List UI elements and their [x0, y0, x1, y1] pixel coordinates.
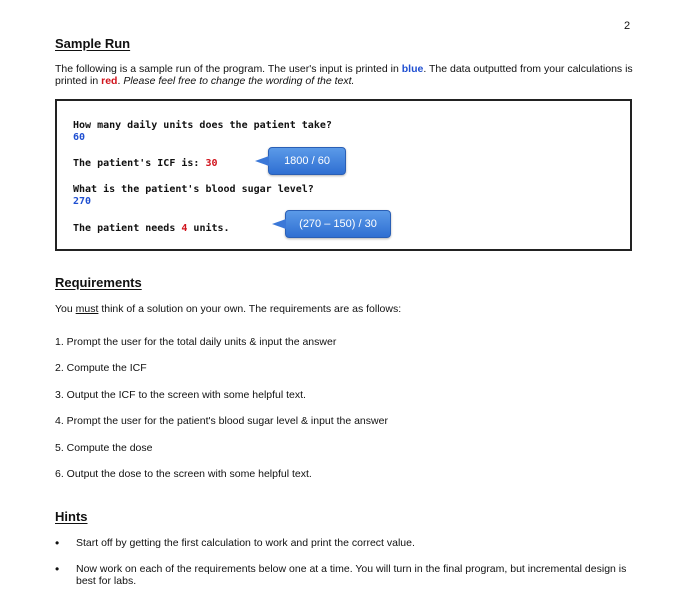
- intro-text-2: . The data outputted from your calculations is printed in: [55, 63, 633, 87]
- requirement-item: 2. Compute the ICF: [55, 362, 147, 374]
- dose-output-line: [73, 223, 230, 234]
- dose-value: 4: [181, 223, 188, 234]
- intro-text-1: The following is a sample run of the program. The user's input is printed in: [55, 63, 402, 75]
- hint-text: Start off by getting the first calculation to work and print the correct value.: [76, 537, 415, 549]
- intro-blue-word: blue: [401, 63, 424, 75]
- requirement-item: 4. Prompt the user for the patient's blood sugar level & input the answer: [55, 415, 388, 427]
- intro-red-word: red: [101, 75, 118, 87]
- sample-run-heading: Sample Run: [55, 36, 131, 51]
- bullet-icon: •: [55, 562, 60, 576]
- intro-italic-note: Please feel free to change the wording of the text.: [123, 75, 355, 87]
- callout-dose-formula: (270 – 150) / 30: [285, 210, 391, 238]
- sample-run-terminal: [55, 99, 632, 251]
- icf-label: The patient's ICF is:: [73, 158, 206, 169]
- hints-heading: Hints: [55, 509, 88, 524]
- icf-value: 30: [205, 158, 218, 169]
- requirements-heading: Requirements: [55, 275, 142, 290]
- page-number: 2: [624, 20, 631, 32]
- callout-icf-formula: 1800 / 60: [268, 147, 346, 175]
- req-intro-must: must: [75, 303, 99, 315]
- hint-text: Now work on each of the requirements below one at a time. You will turn in the final program, but incremental design is best for labs.: [76, 563, 627, 587]
- requirement-item: 5. Compute the dose: [55, 442, 153, 454]
- req-intro-2: think of a solution on your own. The requirements are as follows:: [98, 303, 402, 315]
- requirements-intro: [55, 303, 645, 315]
- bullet-icon: •: [55, 536, 60, 550]
- input-daily-units: 60: [73, 132, 86, 143]
- prompt-daily-units: How many daily units does the patient take?: [73, 120, 332, 131]
- intro-text-3: .: [117, 75, 124, 87]
- sample-run-intro: [55, 63, 645, 87]
- requirement-item: 1. Prompt the user for the total daily units & input the answer: [55, 336, 337, 348]
- prompt-blood-sugar: What is the patient's blood sugar level?: [73, 184, 314, 195]
- input-blood-sugar: 270: [73, 196, 92, 207]
- needs-label: The patient needs: [73, 223, 182, 234]
- requirement-item: 3. Output the ICF to the screen with some helpful text.: [55, 389, 306, 401]
- requirement-item: 6. Output the dose to the screen with some helpful text.: [55, 468, 312, 480]
- icf-output-line: [73, 158, 218, 169]
- req-intro-1: You: [55, 303, 76, 315]
- needs-suffix: units.: [187, 223, 230, 234]
